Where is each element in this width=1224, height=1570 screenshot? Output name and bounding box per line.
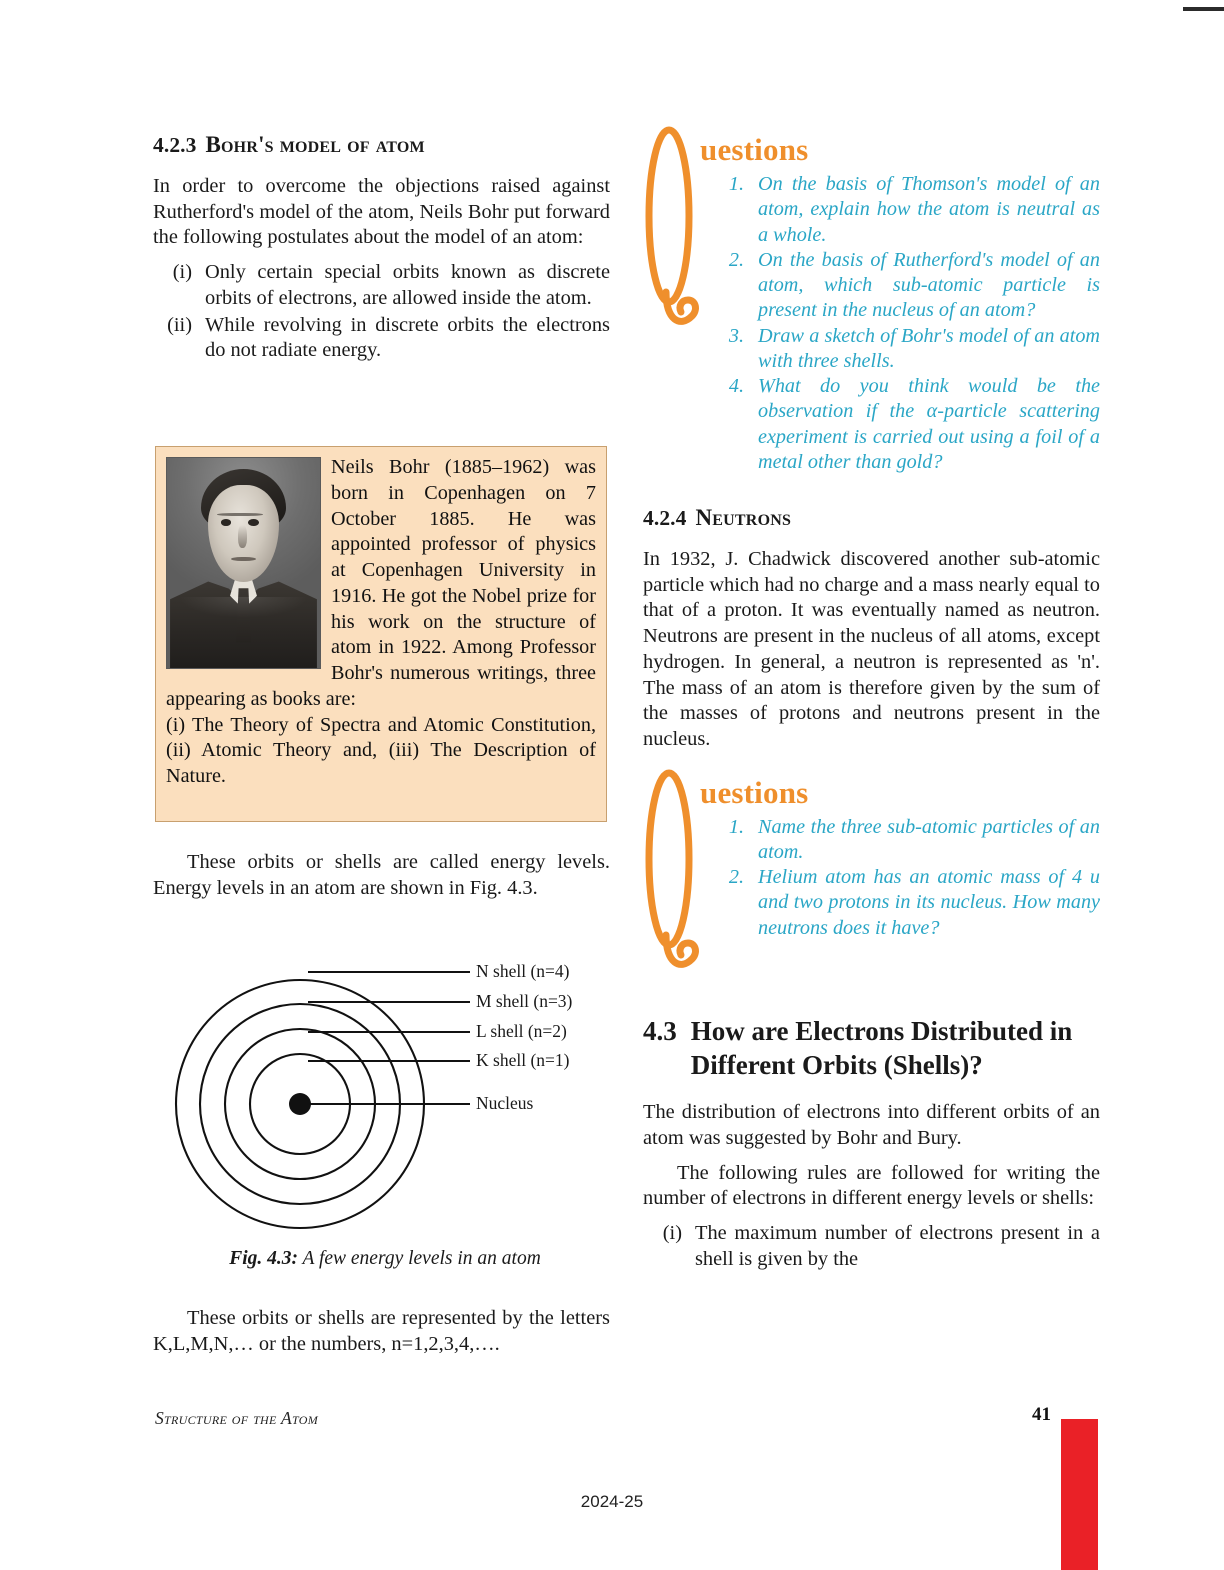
question-text: On the basis of Thomson's model of an atom, explain how the atom is neutral as a whole. — [758, 173, 1100, 246]
intro-paragraph: In order to overcome the objections raised against Rutherford's model of the atom, Neils Bohr put forward the following postulates about the model of an atom: — [153, 175, 610, 249]
list-item — [153, 313, 610, 364]
top-right-rule — [1183, 7, 1224, 11]
question-text: What do you think would be the observation if the α-particle scattering experiment is carried out using a foil of a metal other than gold? — [758, 375, 1100, 473]
questions-block-2 — [643, 775, 1100, 941]
figure-caption-label: Fig. 4.3: — [229, 1248, 298, 1269]
question-item — [714, 374, 1100, 475]
section-number: 4.2.4 — [643, 506, 687, 530]
distribution-paragraph-1: The distribution of electrons into different orbits of an atom was suggested by Bohr and Bury. — [643, 1101, 1100, 1150]
section-heading-423 — [153, 132, 610, 158]
distribution-rules-list — [643, 1221, 1100, 1272]
shell-label-l: L shell (n=2) — [476, 1021, 567, 1041]
figure-4-3-energy-levels — [160, 950, 610, 1290]
year-mark: 2024-25 — [580, 1492, 644, 1511]
list-text: Only certain special orbits known as discrete orbits of electrons, are allowed inside the atom. — [205, 261, 610, 309]
question-item — [714, 815, 1100, 866]
section-heading-424 — [643, 505, 1100, 531]
nucleus-label: Nucleus — [476, 1093, 534, 1113]
footer-chapter-title: Structure of the Atom — [155, 1408, 319, 1428]
figure-caption — [160, 1248, 610, 1270]
figure-caption-text: A few energy levels in an atom — [302, 1248, 541, 1269]
question-q-icon — [642, 767, 704, 979]
letters-paragraph-wrap — [153, 1306, 610, 1366]
list-text: While revolving in discrete orbits the electrons do not radiate energy. — [205, 313, 610, 362]
question-number: 4. — [728, 375, 744, 397]
distribution-section — [643, 1015, 1100, 1273]
question-item — [714, 248, 1100, 324]
letters-paragraph: These orbits or shells are represented by the letters K,L,M,N,… or the numbers, n=1,2,3,4,…. — [153, 1307, 610, 1355]
question-number: 2. — [728, 248, 744, 271]
questions-heading-1: uestions — [700, 132, 809, 167]
list-marker: (ii) — [167, 313, 192, 336]
distribution-paragraph-2: The following rules are followed for writing the number of electrons in different energy levels or shells: — [643, 1161, 1100, 1210]
section-title: How are Electrons Distributed in Different Orbits (Shells)? — [690, 1015, 1073, 1080]
section-title: Bohr's model of atom — [205, 132, 425, 157]
energy-levels-paragraph: These orbits or shells are called energy levels. Energy levels in an atom are shown in Fig. 4.3. — [153, 851, 610, 899]
list-text: The maximum number of electrons present in a shell is given by the — [695, 1222, 1100, 1270]
question-text: Helium atom has an atomic mass of 4 u and two protons in its nucleus. How many neutrons does it have? — [758, 866, 1100, 939]
energy-levels-paragraph-wrap — [153, 850, 610, 910]
question-text: On the basis of Rutherford's model of an atom, which sub-atomic particle is present in the nucleus of an atom? — [758, 248, 1100, 322]
questions-list-1 — [714, 172, 1100, 475]
left-column — [153, 132, 610, 365]
question-q-icon — [642, 124, 704, 336]
questions-list-2 — [714, 815, 1100, 941]
bohr-biography-books: (i) The Theory of Spectra and Atomic Constitution, (ii) Atomic Theory and, (iii) The Description of Nature. — [166, 713, 596, 787]
page-number: 41 — [1032, 1404, 1051, 1425]
list-item — [643, 1221, 1100, 1272]
question-item — [714, 324, 1100, 375]
question-text: Name the three sub-atomic particles of an atom. — [758, 815, 1100, 863]
postulate-list — [153, 260, 610, 364]
questions-block-1 — [643, 132, 1100, 475]
question-number: 2. — [728, 866, 744, 889]
shell-label-k: K shell (n=1) — [476, 1050, 570, 1070]
section-number: 4.2.3 — [153, 133, 197, 157]
neils-bohr-portrait-image — [166, 457, 321, 669]
section-title: Neutrons — [695, 505, 792, 530]
question-number: 1. — [728, 815, 744, 838]
neutrons-paragraph: In 1932, J. Chadwick discovered another sub-atomic particle which had no charge and a mass nearly equal to that of a proton. It was eventually named as neutron. Neutrons are present in the nucleus of all atoms, except hydrogen. In general, a neutron is represented as 'n'. The mass of an atom is therefore given by the sum of the masses of protons and neutrons present in the nucleus. — [643, 548, 1100, 750]
shell-label-n: N shell (n=4) — [476, 961, 570, 981]
questions-heading-2: uestions — [700, 774, 809, 810]
list-marker: (i) — [172, 261, 192, 284]
section-number: 4.3 — [643, 1015, 677, 1046]
bohr-biography-text: Neils Bohr (1885–1962) was born in Copenhagen on 7 October 1885. He was appointed professor of physics at Copenhagen University in 1916. He got the Nobel prize for his work on the structure of atom in 1922. Among Professor Bohr's numerous writings, three appearing as books are: — [166, 456, 596, 710]
list-item — [153, 260, 610, 311]
question-number: 1. — [728, 173, 744, 195]
neutrons-section — [643, 505, 1100, 753]
right-column — [643, 132, 1100, 1274]
question-item — [714, 865, 1100, 941]
section-heading-43 — [643, 1015, 1100, 1083]
question-item — [714, 172, 1100, 248]
question-number: 3. — [728, 324, 744, 347]
shell-label-m: M shell (n=3) — [476, 991, 573, 1011]
bohr-biography-content — [156, 447, 606, 796]
bohr-biography-box — [155, 446, 607, 822]
question-text: Draw a sketch of Bohr's model of an atom with three shells. — [758, 324, 1100, 372]
list-marker: (i) — [662, 1222, 682, 1245]
